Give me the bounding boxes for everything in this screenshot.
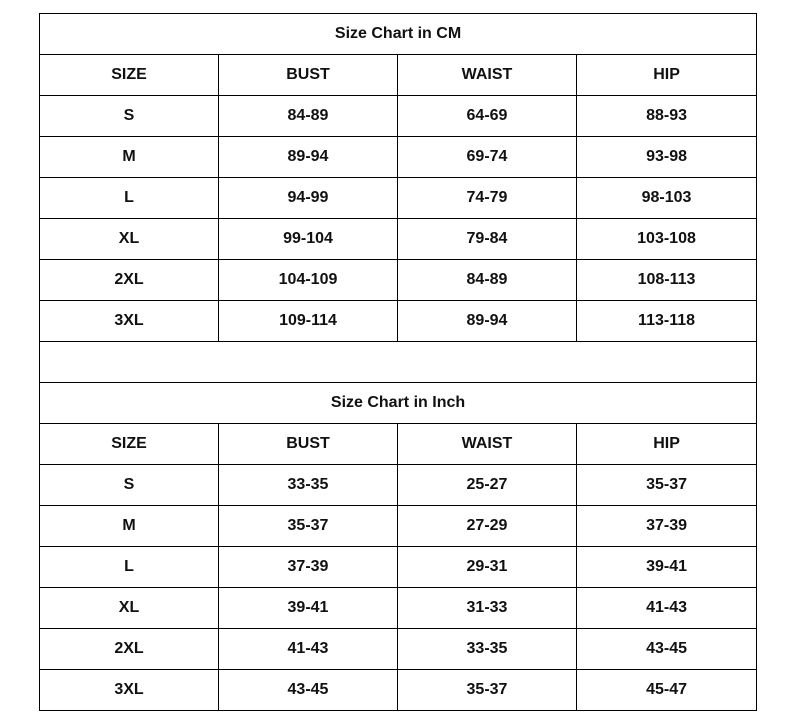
hip-cell: 98-103 [577, 178, 757, 219]
size-chart-body [40, 14, 757, 711]
inch-table-row [40, 629, 757, 670]
inch-table-row [40, 506, 757, 547]
waist-cell: 79-84 [398, 219, 577, 260]
cm-chart-title: Size Chart in CM [40, 14, 757, 55]
hip-cell: 45-47 [577, 670, 757, 711]
waist-cell: 74-79 [398, 178, 577, 219]
cm-title-row [40, 14, 757, 55]
cm-table-row [40, 301, 757, 342]
cm-table-row [40, 260, 757, 301]
size-cell: S [40, 465, 219, 506]
spacer-row [40, 342, 757, 383]
inch-table-row [40, 465, 757, 506]
inch-table-row [40, 547, 757, 588]
waist-cell: 29-31 [398, 547, 577, 588]
size-cell: 3XL [40, 670, 219, 711]
inch-title-row [40, 383, 757, 424]
cm-table-row [40, 137, 757, 178]
hip-cell: 37-39 [577, 506, 757, 547]
cm-table-row [40, 96, 757, 137]
inch-header-bust: BUST [219, 424, 398, 465]
cm-table-row [40, 178, 757, 219]
bust-cell: 37-39 [219, 547, 398, 588]
hip-cell: 41-43 [577, 588, 757, 629]
inch-header-row [40, 424, 757, 465]
size-cell: L [40, 547, 219, 588]
hip-cell: 103-108 [577, 219, 757, 260]
bust-cell: 94-99 [219, 178, 398, 219]
size-cell: 2XL [40, 629, 219, 670]
bust-cell: 99-104 [219, 219, 398, 260]
bust-cell: 33-35 [219, 465, 398, 506]
waist-cell: 84-89 [398, 260, 577, 301]
size-cell: 3XL [40, 301, 219, 342]
size-cell: M [40, 506, 219, 547]
hip-cell: 93-98 [577, 137, 757, 178]
inch-chart-title: Size Chart in Inch [40, 383, 757, 424]
size-cell: L [40, 178, 219, 219]
hip-cell: 35-37 [577, 465, 757, 506]
inch-header-hip: HIP [577, 424, 757, 465]
size-cell: 2XL [40, 260, 219, 301]
bust-cell: 35-37 [219, 506, 398, 547]
inch-header-size: SIZE [40, 424, 219, 465]
bust-cell: 84-89 [219, 96, 398, 137]
cm-header-hip: HIP [577, 55, 757, 96]
hip-cell: 39-41 [577, 547, 757, 588]
waist-cell: 69-74 [398, 137, 577, 178]
waist-cell: 31-33 [398, 588, 577, 629]
inch-table-row [40, 588, 757, 629]
size-cell: XL [40, 588, 219, 629]
size-cell: M [40, 137, 219, 178]
waist-cell: 25-27 [398, 465, 577, 506]
spacer-cell [40, 342, 757, 383]
bust-cell: 43-45 [219, 670, 398, 711]
bust-cell: 41-43 [219, 629, 398, 670]
hip-cell: 43-45 [577, 629, 757, 670]
cm-header-bust: BUST [219, 55, 398, 96]
waist-cell: 35-37 [398, 670, 577, 711]
waist-cell: 27-29 [398, 506, 577, 547]
bust-cell: 89-94 [219, 137, 398, 178]
bust-cell: 104-109 [219, 260, 398, 301]
hip-cell: 113-118 [577, 301, 757, 342]
waist-cell: 64-69 [398, 96, 577, 137]
cm-header-size: SIZE [40, 55, 219, 96]
cm-header-row [40, 55, 757, 96]
hip-cell: 88-93 [577, 96, 757, 137]
hip-cell: 108-113 [577, 260, 757, 301]
size-chart-table [39, 13, 757, 711]
cm-table-row [40, 219, 757, 260]
cm-header-waist: WAIST [398, 55, 577, 96]
size-cell: S [40, 96, 219, 137]
size-cell: XL [40, 219, 219, 260]
waist-cell: 89-94 [398, 301, 577, 342]
inch-table-row [40, 670, 757, 711]
waist-cell: 33-35 [398, 629, 577, 670]
bust-cell: 39-41 [219, 588, 398, 629]
bust-cell: 109-114 [219, 301, 398, 342]
inch-header-waist: WAIST [398, 424, 577, 465]
